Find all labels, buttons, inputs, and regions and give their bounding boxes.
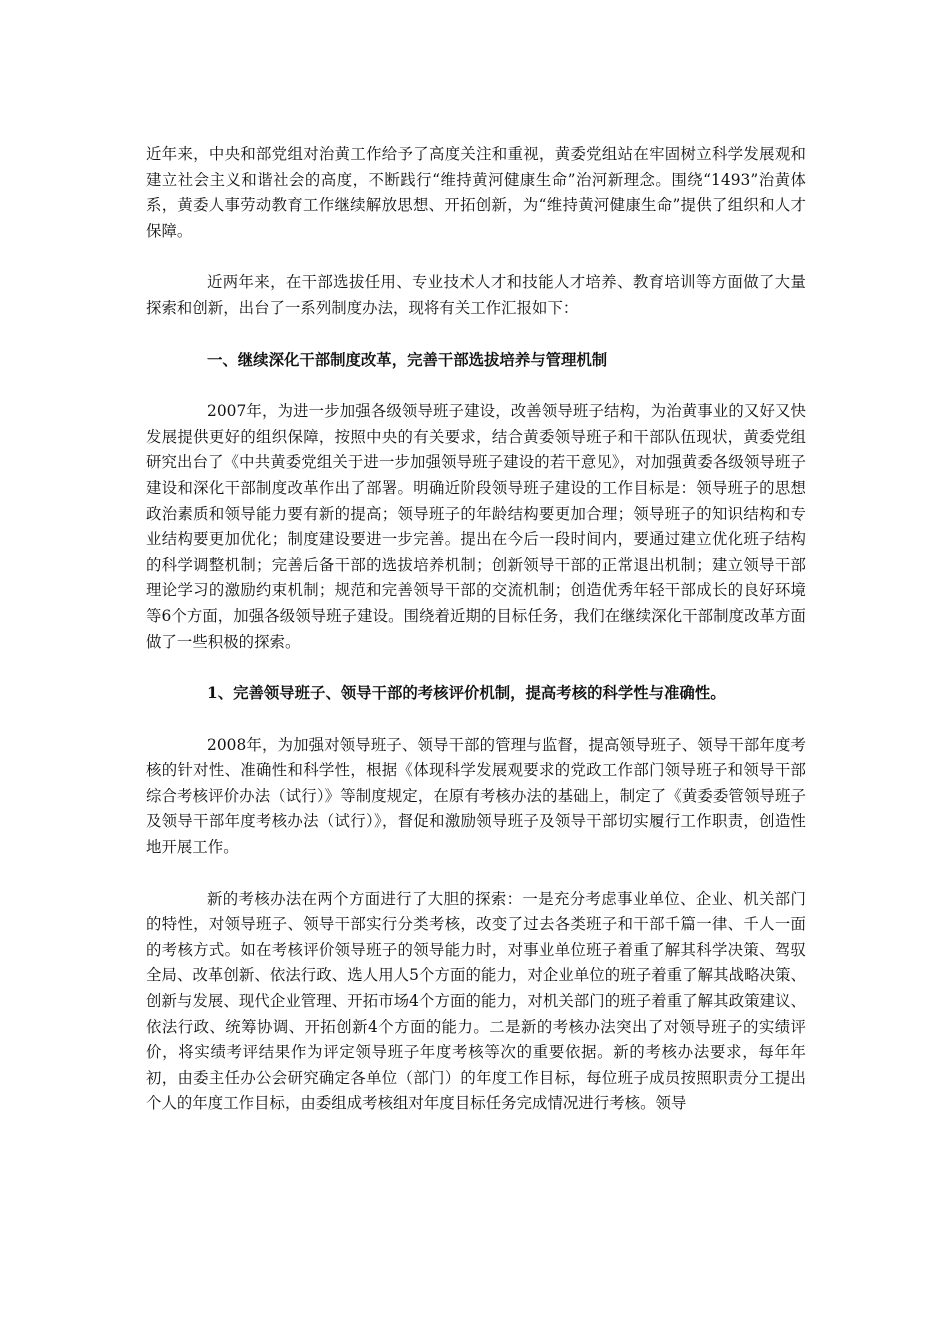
paragraph-gap [146,244,806,270]
paragraph-gap [146,707,806,733]
paragraph-intro: 近年来，中央和部党组对治黄工作给予了高度关注和重视，黄委党组站在牢固树立科学发展观和建立社会主义和谐社会的高度，不断践行“维持黄河健康生命”治河新理念。围绕“1493”治黄体系，黄委人事劳动教育工作继续解放思想、开拓创新，为“维持黄河健康生命”提供了组织和人才保障。 [146,145,806,240]
section-heading-1: 一、继续深化干部制度改革，完善干部选拔培养与管理机制 [207,350,608,369]
subsection-heading-1: 1、完善领导班子、领导干部的考核评价机制，提高考核的科学性与准确性。 [207,684,726,703]
paragraph-gap [146,373,806,399]
paragraph-gap [146,322,806,348]
paragraph-gap [146,861,806,887]
paragraph-gap [146,655,806,681]
paragraph-2008: 2008年，为加强对领导班子、领导干部的管理与监督，提高领导班子、领导干部年度考核的针对性、准确性和科学性，根据《体现科学发展观要求的党政工作部门领导班子和领导干部综合考核评价办法（试行）》等制度规定，在原有考核办法的基础上，制定了《黄委委管领导班子及领导干部年度考核办法（试行）》，督促和激励领导班子及领导干部切实履行工作职责，创造性地开展工作。 [146,735,806,857]
document-body [146,142,806,1117]
paragraph-2007: 2007年，为进一步加强各级领导班子建设，改善领导班子结构，为治黄事业的又好又快发展提供更好的组织保障，按照中央的有关要求，结合黄委领导班子和干部队伍现状，黄委党组研究出台了《中共黄委党组关于进一步加强领导班子建设的若干意见》，对加强黄委各级领导班子建设和深化干部制度改革作出了部署。明确近阶段领导班子建设的工作目标是：领导班子的思想政治素质和领导能力要有新的提高；领导班子的年龄结构要更加合理；领导班子的知识结构和专业结构要更加优化；制度建设要进一步完善。提出在今后一段时间内，要通过建立优化班子结构的科学调整机制；完善后备干部的选拔培养机制；创新领导干部的正常退出机制；建立领导干部理论学习的激励约束机制；规范和完善领导干部的交流机制；创造优秀年轻干部成长的良好环境等6个方面，加强各级领导班子建设。围绕着近期的目标任务，我们在继续深化干部制度改革方面做了一些积极的探索。 [146,402,806,651]
paragraph-overview: 近两年来，在干部选拔任用、专业技术人才和技能人才培养、教育培训等方面做了大量探索和创新，出台了一系列制度办法，现将有关工作汇报如下： [146,273,806,317]
paragraph-new-method: 新的考核办法在两个方面进行了大胆的探索：一是充分考虑事业单位、企业、机关部门的特性，对领导班子、领导干部实行分类考核，改变了过去各类班子和干部千篇一律、千人一面的考核方式。如在考核评价领导班子的领导能力时，对事业单位班子着重了解其科学决策、驾驭全局、改革创新、依法行政、选人用人5个方面的能力，对企业单位的班子着重了解其战略决策、创新与发展、现代企业管理、开拓市场4个方面的能力，对机关部门的班子着重了解其政策建议、依法行政、统筹协调、开拓创新4个方面的能力。二是新的考核办法突出了对领导班子的实绩评价，将实绩考评结果作为评定领导班子年度考核等次的重要依据。新的考核办法要求，每年年初，由委主任办公会研究确定各单位（部门）的年度工作目标，每位班子成员按照职责分工提出个人的年度工作目标，由委组成考核组对年度目标任务完成情况进行考核。领导 [146,889,806,1113]
